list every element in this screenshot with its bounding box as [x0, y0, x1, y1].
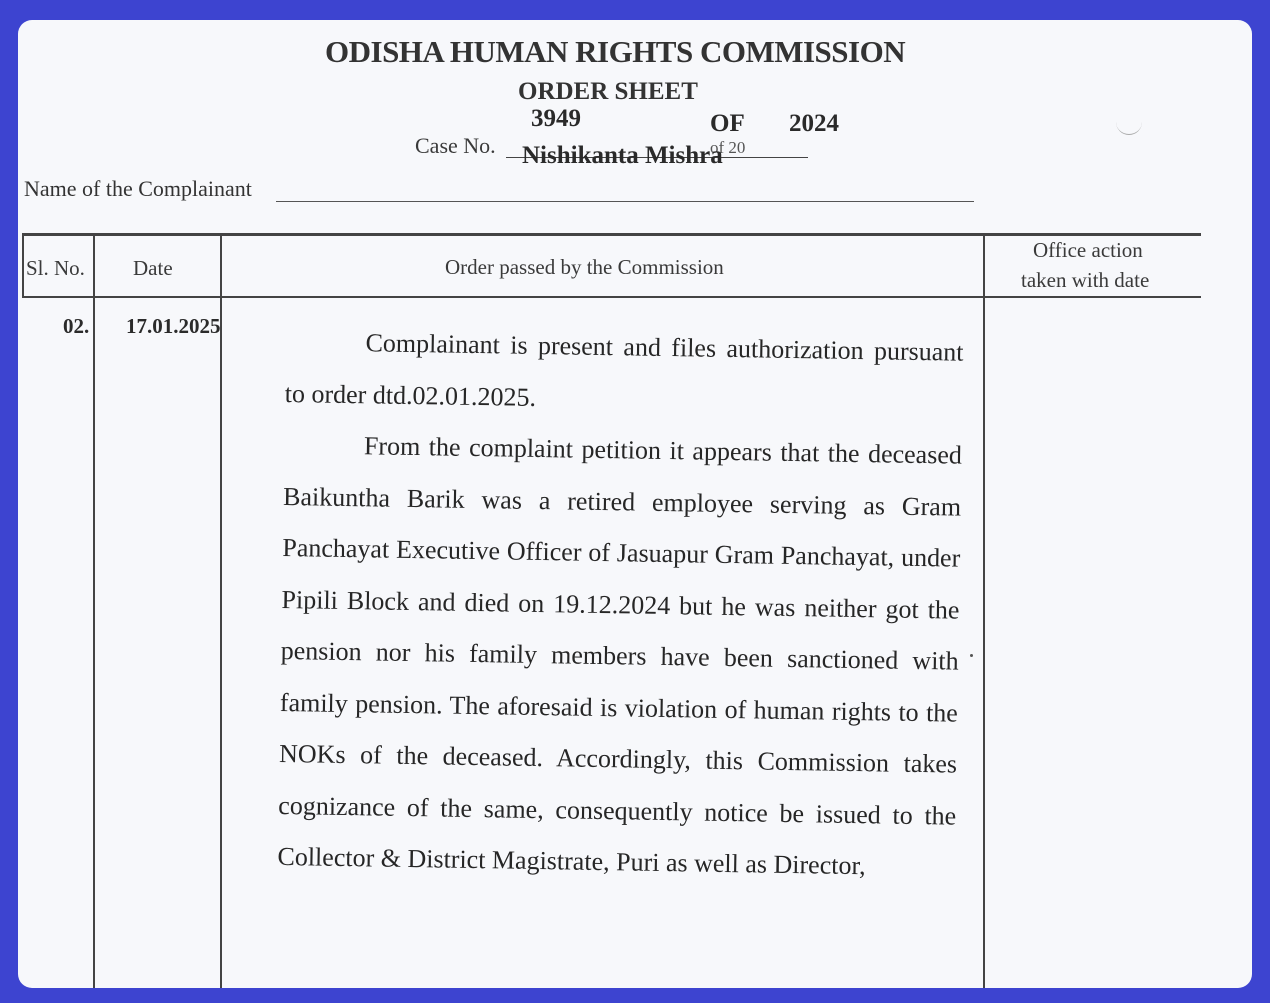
column-header-date: Date [133, 256, 173, 280]
column-header-order: Order passed by the Commission [445, 255, 724, 279]
complainant-name-value: Nishikanta Mishra [522, 142, 723, 169]
organization-title: ODISHA HUMAN RIGHTS COMMISSION [325, 34, 906, 69]
sheet-title: ORDER SHEET [518, 78, 698, 105]
order-text [277, 316, 964, 893]
column-header-sl-no: Sl. No. [26, 256, 85, 280]
row-date: 17.01.2025 [126, 314, 221, 338]
col-divider-2 [220, 235, 222, 988]
complainant-underline [276, 201, 974, 202]
case-year: 2024 [789, 110, 839, 137]
table-header-rule [22, 296, 1201, 298]
table-top-rule [22, 233, 1201, 236]
paper-mark [1116, 120, 1142, 135]
col-divider-1 [93, 235, 95, 988]
column-header-office-action: Office action [1033, 238, 1143, 262]
order-paragraph: Complainant is present and files authorization pursuant to order dtd.02.01.2025. [284, 328, 964, 412]
table-left-border [22, 235, 24, 297]
case-no-label: Case No. [415, 133, 496, 158]
order-paragraph: From the complaint petition it appears that the deceased Baikuntha Barik was a retired employee serving as Gram Panchayat Executive Officer of Jasuapur Gram Panchayat, under Pipili Block and died on 19.12.2024 but he was neither got the pension nor his family members have been sanctioned with family pension. The aforesaid is violation of human rights to the NOKs of the deceased. Accordingly, this Commission takes cognizance of the same, consequently notice be issued to the Collector & District Magistrate, Puri as well as Director, [277, 431, 963, 881]
case-of-printed: of 20 [710, 138, 746, 157]
ink-dot [970, 654, 973, 657]
order-sheet-document [18, 20, 1252, 988]
col-divider-3 [983, 235, 985, 988]
complainant-label: Name of the Complainant [24, 176, 252, 201]
case-of-word: OF [710, 110, 745, 137]
case-number: 3949 [531, 105, 581, 132]
column-header-taken-with-date: taken with date [1021, 268, 1150, 292]
row-sl-no: 02. [63, 314, 90, 338]
